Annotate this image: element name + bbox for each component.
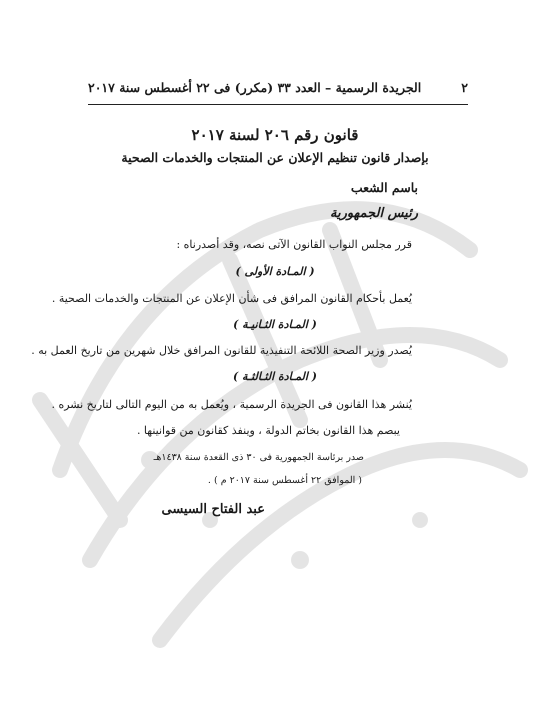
article-3-heading: ( المـادة الثـالثـة ) (233, 370, 317, 383)
gazette-header (88, 80, 468, 95)
law-subtitle: بإصدار قانون تنظيم الإعلان عن المنتجات والخدمات الصحية (121, 150, 429, 165)
article-3-text: يُنشر هذا القانون فى الجريدة الرسمية ، ويُعمل به من اليوم التالى لتاريخ نشره . (51, 398, 412, 411)
law-title: قانون رقم ٢٠٦ لسنة ٢٠١٧ (191, 126, 359, 144)
article-1-heading: ( المـادة الأولى ) (235, 265, 315, 278)
article-1-text: يُعمل بأحكام القانون المرافق فى شأن الإعلان عن المنتجات والخدمات الصحية . (51, 292, 412, 305)
president-signature: عبد الفتاح السيسى (161, 502, 265, 517)
issued-date-hijri: صدر برئاسة الجمهورية فى ٣٠ ذى القعدة سنة ١٤٣٨هـ (153, 452, 364, 463)
publication-info: الجريدة الرسمية – العدد ٣٣ (مكرر) فى ٢٢ أغسطس سنة ٢٠١٧ (88, 80, 422, 95)
seal-statement: يبصم هذا القانون بخاتم الدولة ، وينفذ كقانون من قوانينها . (136, 424, 400, 437)
parliament-decision: قرر مجلس النواب القانون الآتى نصه، وقد أصدرناه : (176, 238, 412, 251)
page-number: ٢ (461, 80, 468, 95)
president-heading: رئيس الجمهورية (330, 206, 418, 221)
in-the-name-of-people: باسم الشعب (350, 180, 418, 195)
article-2-heading: ( المـادة الثـانيـة ) (233, 318, 317, 331)
article-2-text: يُصدر وزير الصحة اللائحة التنفيذية للقانون المرافق خلال شهرين من تاريخ العمل به . (31, 344, 412, 357)
issued-date-gregorian: ( الموافق ٢٢ أغسطس سنة ٢٠١٧ م ) . (207, 475, 362, 486)
header-divider (88, 104, 468, 105)
